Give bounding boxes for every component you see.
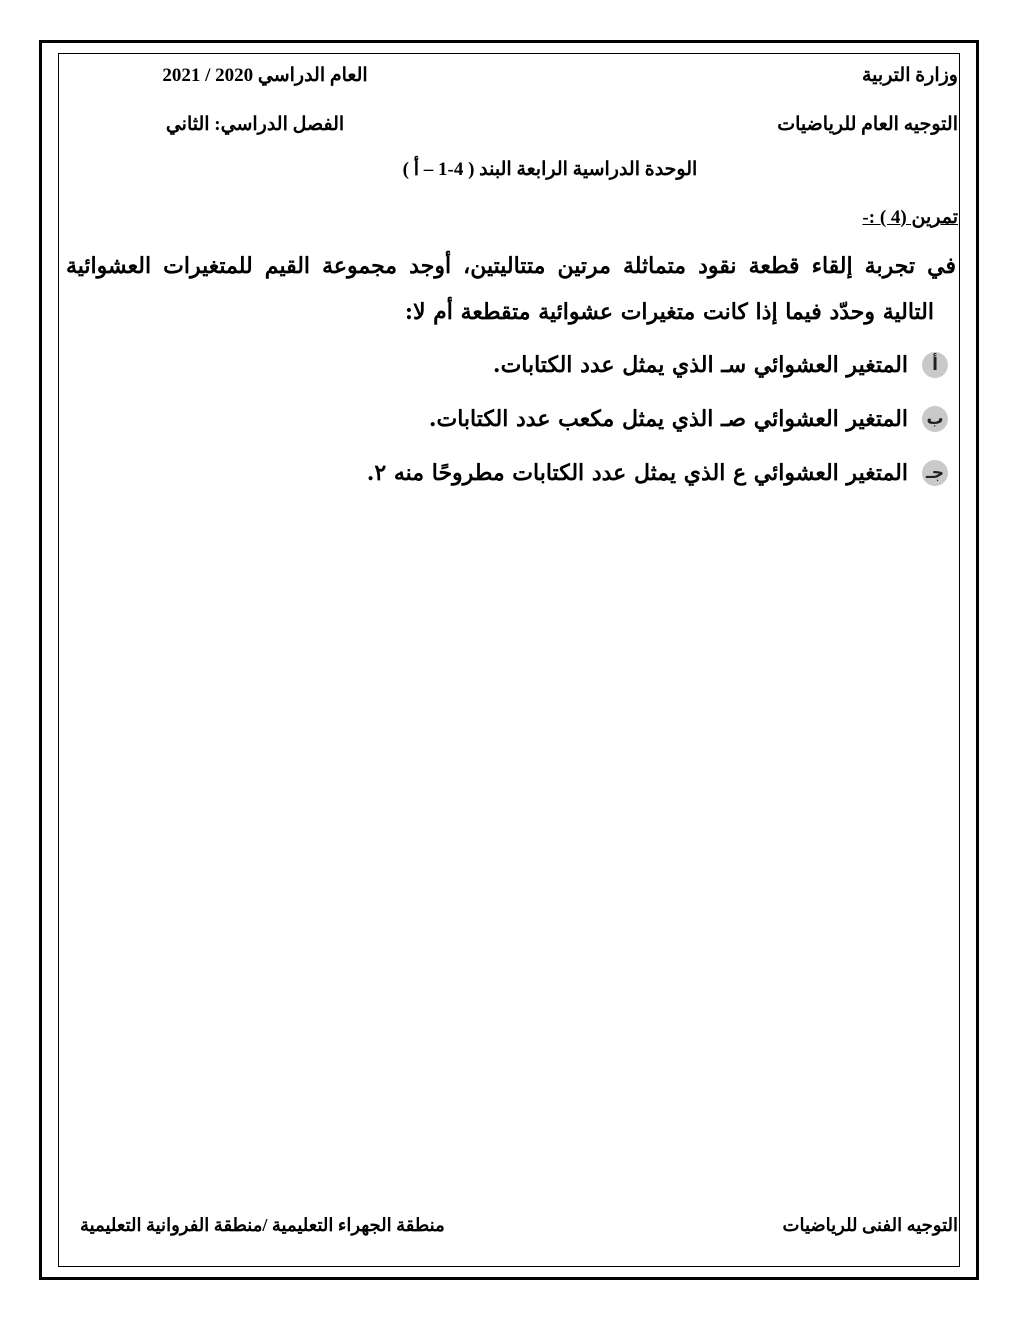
footer-supervision: التوجيه الفنى للرياضيات <box>782 1215 958 1235</box>
item-badge-b: ب <box>922 406 948 432</box>
exercise-intro-line2: التالية وحدّد فيما إذا كانت متغيرات عشوائية متقطعة أم لا: <box>404 299 934 325</box>
exercise-title: تمرين (4 ) :- <box>862 207 958 228</box>
page-border-inner <box>58 53 960 1267</box>
supervision-label: التوجيه العام للرياضيات <box>777 114 958 135</box>
list-item <box>367 460 948 486</box>
item-text-c: المتغير العشوائي ع الذي يمثل عدد الكتابات مطروحًا منه ٢. <box>366 460 908 486</box>
item-text-b: المتغير العشوائي صـ الذي يمثل مكعب عدد الكتابات. <box>428 406 908 432</box>
item-badge-a: أ <box>922 352 948 378</box>
item-text-a: المتغير العشوائي سـ الذي يمثل عدد الكتابات. <box>492 352 908 378</box>
academic-year: العام الدراسي 2020 / 2021 <box>162 65 368 86</box>
item-badge-c: جـ <box>922 460 948 486</box>
ministry-label: وزارة التربية <box>861 65 958 86</box>
exercise-intro-line1: في تجربة إلقاء قطعة نقود متماثلة مرتين متتاليتين، أوجد مجموعة القيم للمتغيرات العشوائية <box>66 253 956 279</box>
list-item <box>429 406 948 432</box>
unit-heading: الوحدة الدراسية الرابعة البند ( 4-1 – أ ) <box>402 159 698 180</box>
footer-regions: منطقة الجهراء التعليمية /منطقة الفروانية التعليمية <box>80 1215 445 1235</box>
list-item <box>493 352 948 378</box>
semester-label: الفصل الدراسي: الثاني <box>165 114 345 135</box>
